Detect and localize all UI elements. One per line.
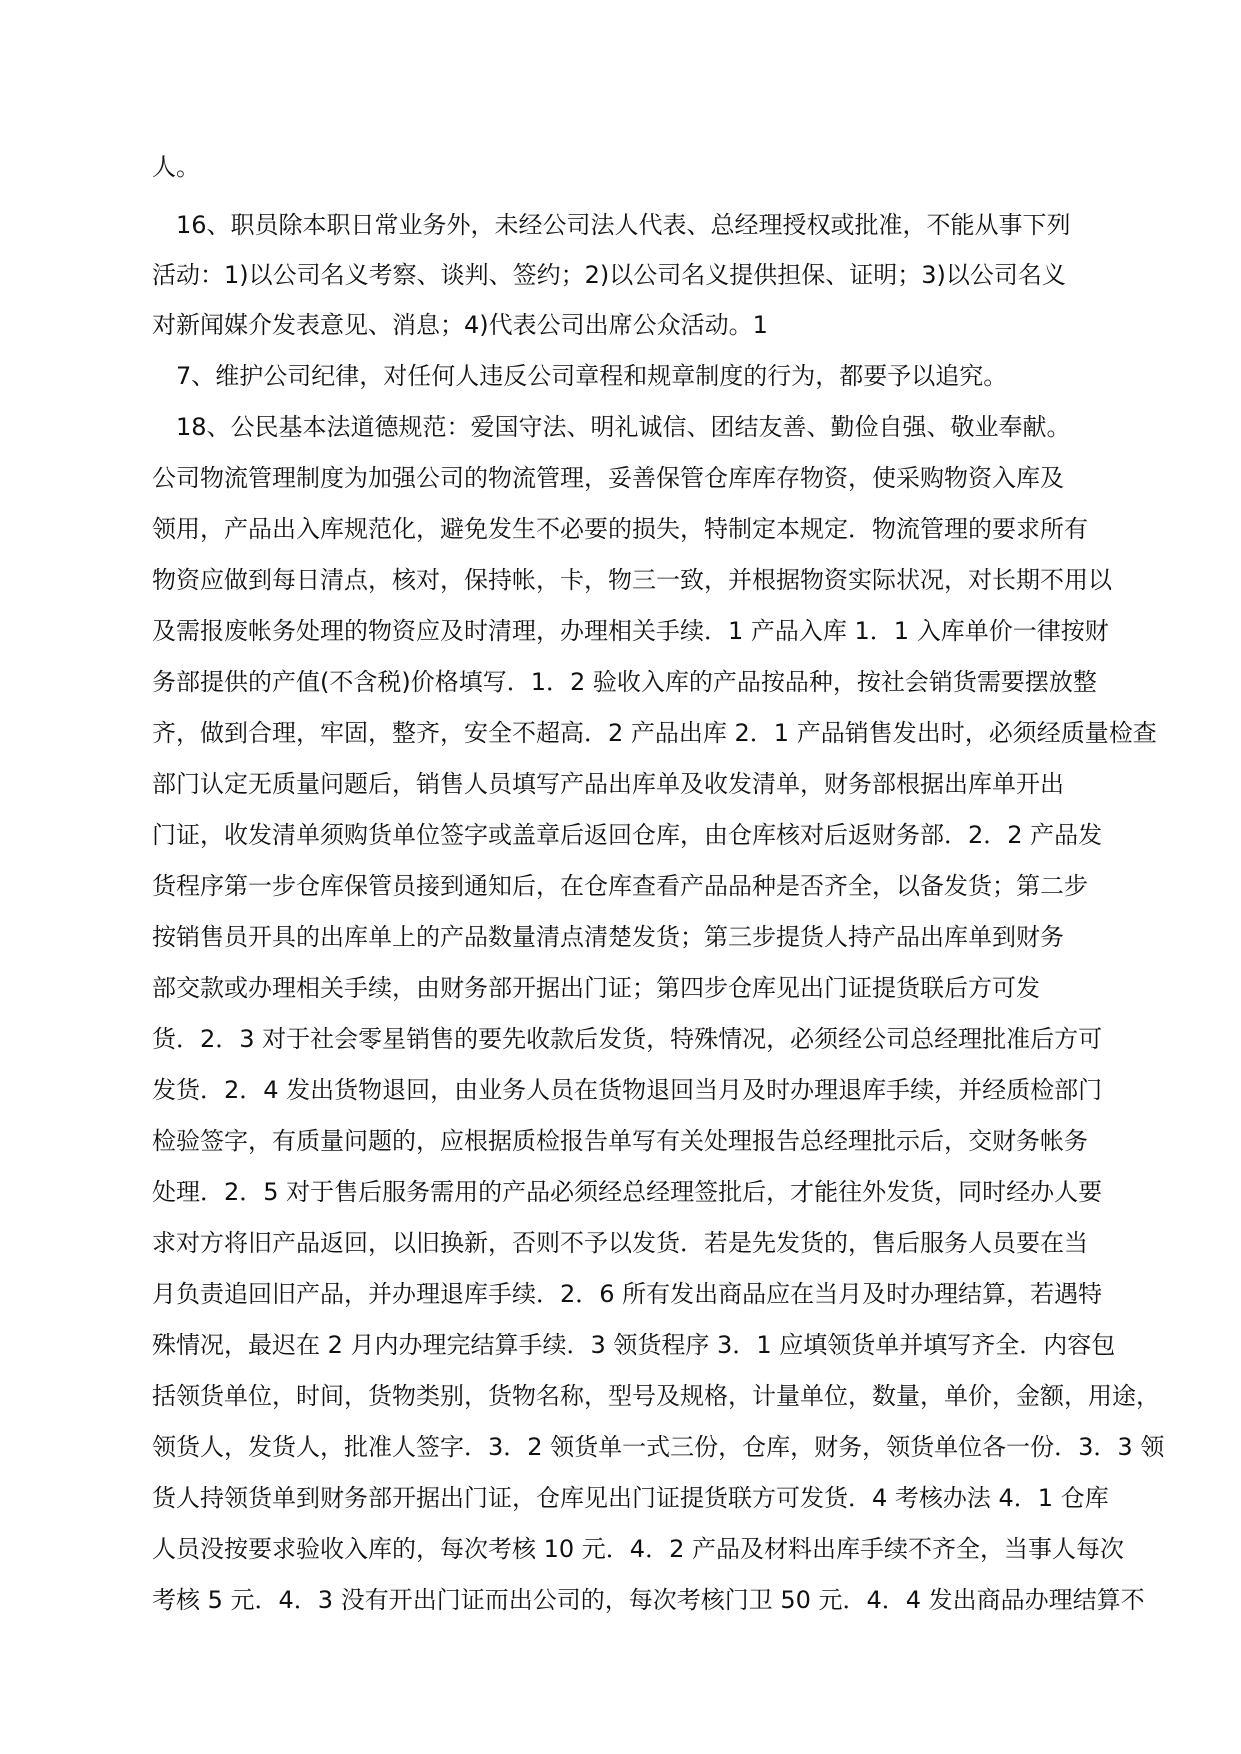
text-line: 处理．2．5 对于售后服务需用的产品必须经总经理签批后，才能往外发货，同时经办人要 (152, 1178, 1103, 1206)
text-line: 领用，产品出入库规范化，避免发生不必要的损失，特制定本规定．物流管理的要求所有 (152, 515, 1088, 543)
text-line: 发货．2．4 发出货物退回，由业务人员在货物退回当月及时办理退库手续，并经质检部门 (152, 1076, 1103, 1104)
text-line: 殊情况，最迟在 2 月内办理完结算手续．3 领货程序 3．1 应填领货单并填写齐全．内容包 (152, 1331, 1116, 1359)
text-line: 务部提供的产值(不含税)价格填写．1．2 验收入库的产品按品种，按社会销货需要摆放整 (152, 668, 1097, 696)
text-line: 考核 5 元．4．3 没有开出门证而出公司的，每次考核门卫 50 元．4．4 发出商品办理结算不 (152, 1586, 1145, 1614)
text-line: 物资应做到每日清点，核对，保持帐，卡，物三一致，并根据物资实际状况，对长期不用以 (152, 566, 1112, 594)
text-line: 部交款或办理相关手续，由财务部开据出门证；第四步仓库见出门证提货联后方可发 (152, 974, 1040, 1002)
text-line: 对新闻媒介发表意见、消息；4)代表公司出席公众活动。1 (152, 311, 768, 339)
text-line: 检验签字，有质量问题的，应根据质检报告单写有关处理报告总经理批示后，交财务帐务 (152, 1127, 1088, 1155)
text-line: 货程序第一步仓库保管员接到通知后，在仓库查看产品品种是否齐全，以备发货；第二步 (152, 872, 1088, 900)
text-line: 部门认定无质量问题后，销售人员填写产品出库单及收发清单，财务部根据出库单开出 (152, 770, 1064, 798)
text-line: 求对方将旧产品返回，以旧换新，否则不予以发货．若是先发货的，售后服务人员要在当 (152, 1229, 1088, 1257)
text-line: 领货人，发货人，批准人签字．3．2 领货单一式三份，仓库，财务，领货单位各一份．3．3 领 (152, 1433, 1165, 1461)
text-line: 齐，做到合理，牢固，整齐，安全不超高．2 产品出库 2．1 产品销售发出时，必须经质量检查 (152, 719, 1157, 747)
text-line: 货．2．3 对于社会零星销售的要先收款后发货，特殊情况，必须经公司总经理批准后方可 (152, 1025, 1103, 1053)
text-line: 门证，收发清单须购货单位签字或盖章后返回仓库，由仓库核对后返财务部．2．2 产品发 (152, 821, 1103, 849)
text-line: 按销售员开具的出库单上的产品数量清点清楚发货；第三步提货人持产品出库单到财务 (152, 923, 1064, 951)
text-line: 月负责追回旧产品，并办理退库手续．2．6 所有发出商品应在当月及时办理结算，若遇特 (152, 1280, 1103, 1308)
text-line: 及需报废帐务处理的物资应及时清理，办理相关手续．1 产品入库 1．1 入库单价一律按财 (152, 617, 1109, 645)
text-line: 括领货单位，时间，货物类别，货物名称，型号及规格，计量单位，数量，单价，金额，用途， (152, 1382, 1160, 1410)
text-line: 18、公民基本法道德规范：爱国守法、明礼诚信、团结友善、勤俭自强、敬业奉献。 (176, 413, 1071, 441)
document-page (152, 0, 1165, 1754)
text-line: 7、维护公司纪律，对任何人违反公司章程和规章制度的行为，都要予以追究。 (176, 362, 1008, 390)
text-line: 16、职员除本职日常业务外，未经公司法人代表、总经理授权或批准，不能从事下列 (176, 211, 1071, 239)
text-line: 货人持领货单到财务部开据出门证，仓库见出门证提货联方可发货．4 考核办法 4．1 仓库 (152, 1484, 1109, 1512)
text-line: 活动：1)以公司名义考察、谈判、签约；2)以公司名义提供担保、证明；3)以公司名义 (152, 261, 1066, 289)
text-line: 公司物流管理制度为加强公司的物流管理，妥善保管仓库库存物资，使采购物资入库及 (152, 464, 1064, 492)
text-line: 人。 (152, 153, 200, 181)
text-line: 人员没按要求验收入库的，每次考核 10 元．4．2 产品及材料出库手续不齐全，当事人每次 (152, 1535, 1124, 1563)
